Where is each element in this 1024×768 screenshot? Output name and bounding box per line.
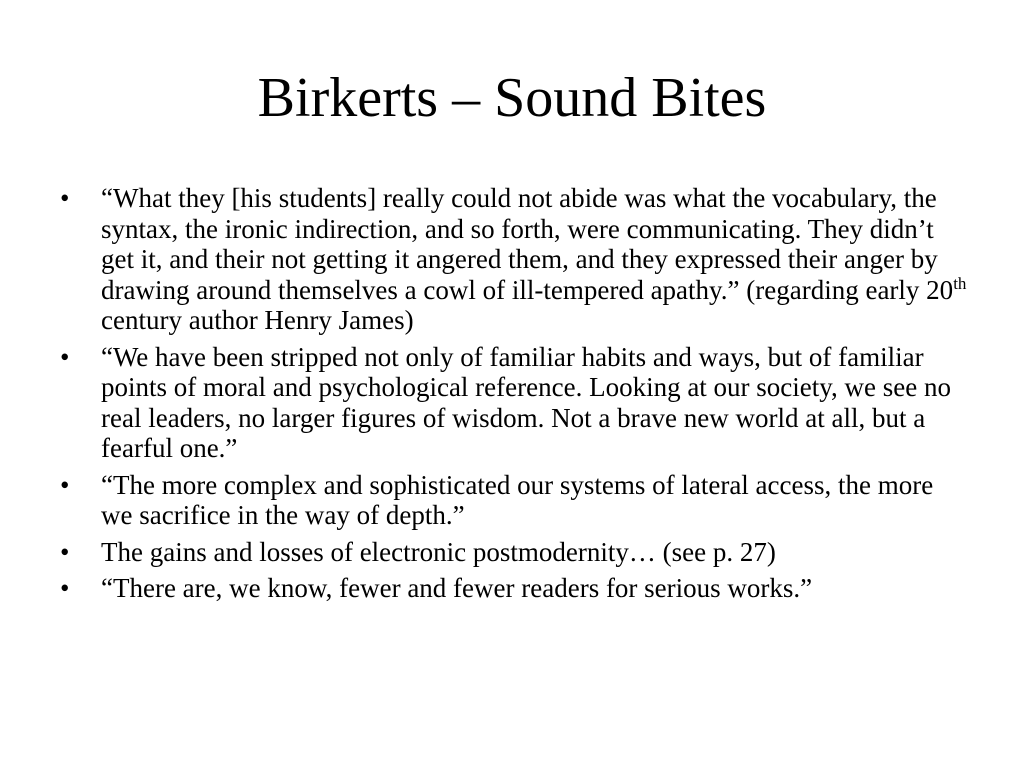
bullet-item-5 — [60, 573, 970, 604]
bullet-icon: • — [60, 183, 70, 213]
slide-title: Birkerts – Sound Bites — [257, 67, 767, 129]
bullet-item-4 — [60, 537, 970, 568]
bullet-icon: • — [60, 469, 70, 500]
bullet-icon: • — [60, 536, 70, 567]
bullet-text-5: “There are, we know, fewer and fewer readers for serious works.” — [101, 573, 813, 603]
bullet-item-1 — [60, 183, 970, 336]
bullet-text-1-superscript: th — [953, 273, 967, 293]
bullet-icon: • — [60, 573, 70, 603]
bullet-text-2: “We have been stripped not only of familiar habits and ways, but of familiar points of moral and psychological reference. Looking at our society, we see no real leaders, no larger figures of wisdom. Not a brave new world at all, but a fearful one.” — [101, 341, 951, 463]
bullet-text-3: “The more complex and sophisticated our systems of lateral access, the more we sacrifice in the way of depth.” — [101, 469, 934, 530]
bullet-text-1-part-2: century author Henry James) — [101, 305, 414, 335]
bullet-item-3 — [60, 470, 970, 531]
bullet-item-2 — [60, 342, 970, 464]
bullet-icon: • — [60, 341, 70, 372]
bullet-text-4: The gains and losses of electronic postmodernity… (see p. 27) — [101, 536, 776, 567]
bullet-list — [60, 183, 970, 610]
bullet-text-1-part-1: “What they [his students] really could not abide was what the vocabulary, the syntax, the ironic indirection, and so forth, were communicating. They didn’t get it, and their not getting it angered them, and they expressed their anger by drawing around themselves a cowl of ill-tempered apathy.” (regarding early 20 — [101, 183, 954, 305]
